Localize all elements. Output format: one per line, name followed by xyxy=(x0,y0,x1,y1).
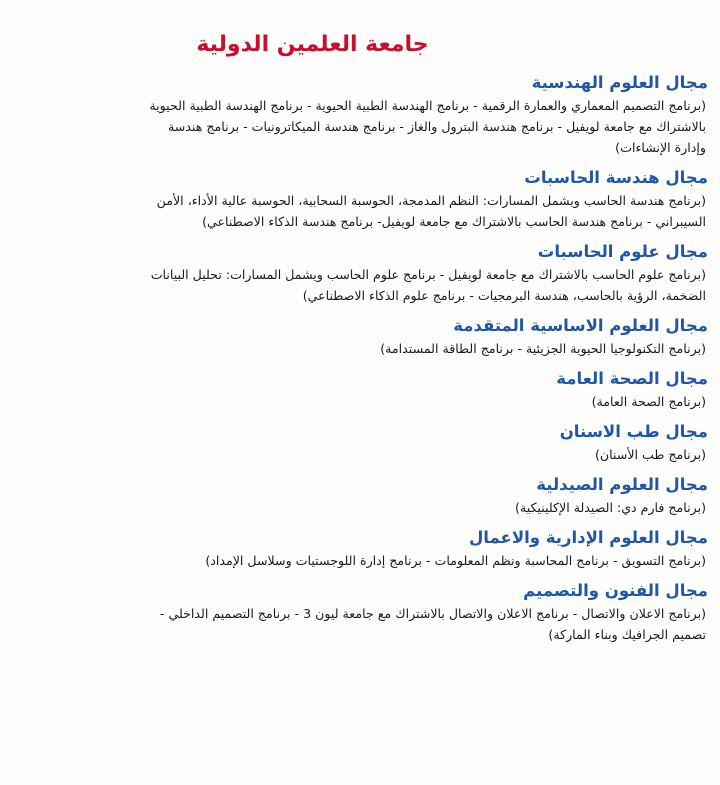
field-programs xyxy=(0,391,708,412)
university-title: جامعة العلمين الدولية xyxy=(196,32,429,57)
field-programs xyxy=(0,190,708,232)
program-line: السيبراني - برنامج هندسة الحاسب بالاشتراك مع جامعة لويفيل- برنامج هندسة الذكاء الاصطناعي) xyxy=(202,214,706,229)
field-computer-engineering xyxy=(0,165,708,232)
field-programs xyxy=(0,497,708,518)
field-title: مجال العلوم الهندسية xyxy=(531,73,708,92)
program-line: (برنامج الاعلان والاتصال - برنامج الاعلان والاتصال بالاشتراك مع جامعة ليون 3 - برنامج التصميم الداخلي - xyxy=(159,606,706,621)
program-line: (برنامج علوم الحاسب بالاشتراك مع جامعة لويفيل - برنامج علوم الحاسب ويشمل المسارات: تحليل البيانات xyxy=(150,267,706,282)
field-pharmaceutical-sciences xyxy=(0,472,708,518)
field-title: مجال الفنون والتصميم xyxy=(523,581,708,600)
field-title: مجال العلوم الاساسية المتقدمة xyxy=(453,316,708,335)
field-programs xyxy=(0,550,708,571)
program-line: (برنامج التكنولوجيا الحيوية الجزيئية - برنامج الطاقة المستدامة) xyxy=(380,341,706,356)
field-arts-design xyxy=(0,578,708,645)
field-business-administration xyxy=(0,525,708,571)
program-line: (برنامج التصميم المعماري والعمارة الرقمية - برنامج الهندسة الطبية الحيوية - برنامج الهندسة الطبية الحيوية xyxy=(149,98,706,113)
program-line: تصميم الجرافيك وبناء الماركة) xyxy=(548,627,706,642)
program-line: (برنامج فارم دي: الصيدلة الإكلينيكية) xyxy=(515,500,706,515)
field-programs xyxy=(0,603,708,645)
field-title: مجال الصحة العامة xyxy=(556,369,708,388)
program-line: (برنامج الصحة العامة) xyxy=(591,394,706,409)
field-engineering-sciences xyxy=(0,70,708,158)
field-title: مجال العلوم الإدارية والاعمال xyxy=(468,528,708,547)
field-title: مجال العلوم الصيدلية xyxy=(536,475,708,494)
field-computer-science xyxy=(0,239,708,306)
program-line: الضخمة، الرؤية بالحاسب، هندسة البرمجيات - برنامج علوم الذكاء الاصطناعي) xyxy=(302,288,706,303)
field-title: مجال علوم الحاسبات xyxy=(537,242,708,261)
field-title: مجال طب الاسنان xyxy=(559,422,708,441)
fields-list xyxy=(0,70,708,652)
program-line: (برنامج طب الأسنان) xyxy=(594,447,706,462)
program-line: (برنامج التسويق - برنامج المحاسبة ونظم المعلومات - برنامج إدارة اللوجستيات وسلاسل الإمداد) xyxy=(205,553,706,568)
field-title: مجال هندسة الحاسبات xyxy=(524,168,708,187)
field-programs xyxy=(0,95,708,158)
program-line: (برنامج هندسة الحاسب ويشمل المسارات: النظم المدمجة، الحوسبة السحابية، الحوسبة عالية الأداء، الأمن xyxy=(156,193,706,208)
program-line: بالاشتراك مع جامعة لويفيل - برنامج هندسة البترول والغاز - برنامج هندسة الميكاترونيات - برنامج هندسة xyxy=(168,119,706,134)
field-programs xyxy=(0,264,708,306)
field-programs xyxy=(0,338,708,359)
program-line: وإدارة الإنشاءات) xyxy=(615,140,706,155)
field-advanced-basic-sciences xyxy=(0,313,708,359)
field-public-health xyxy=(0,366,708,412)
field-dentistry xyxy=(0,419,708,465)
field-programs xyxy=(0,444,708,465)
